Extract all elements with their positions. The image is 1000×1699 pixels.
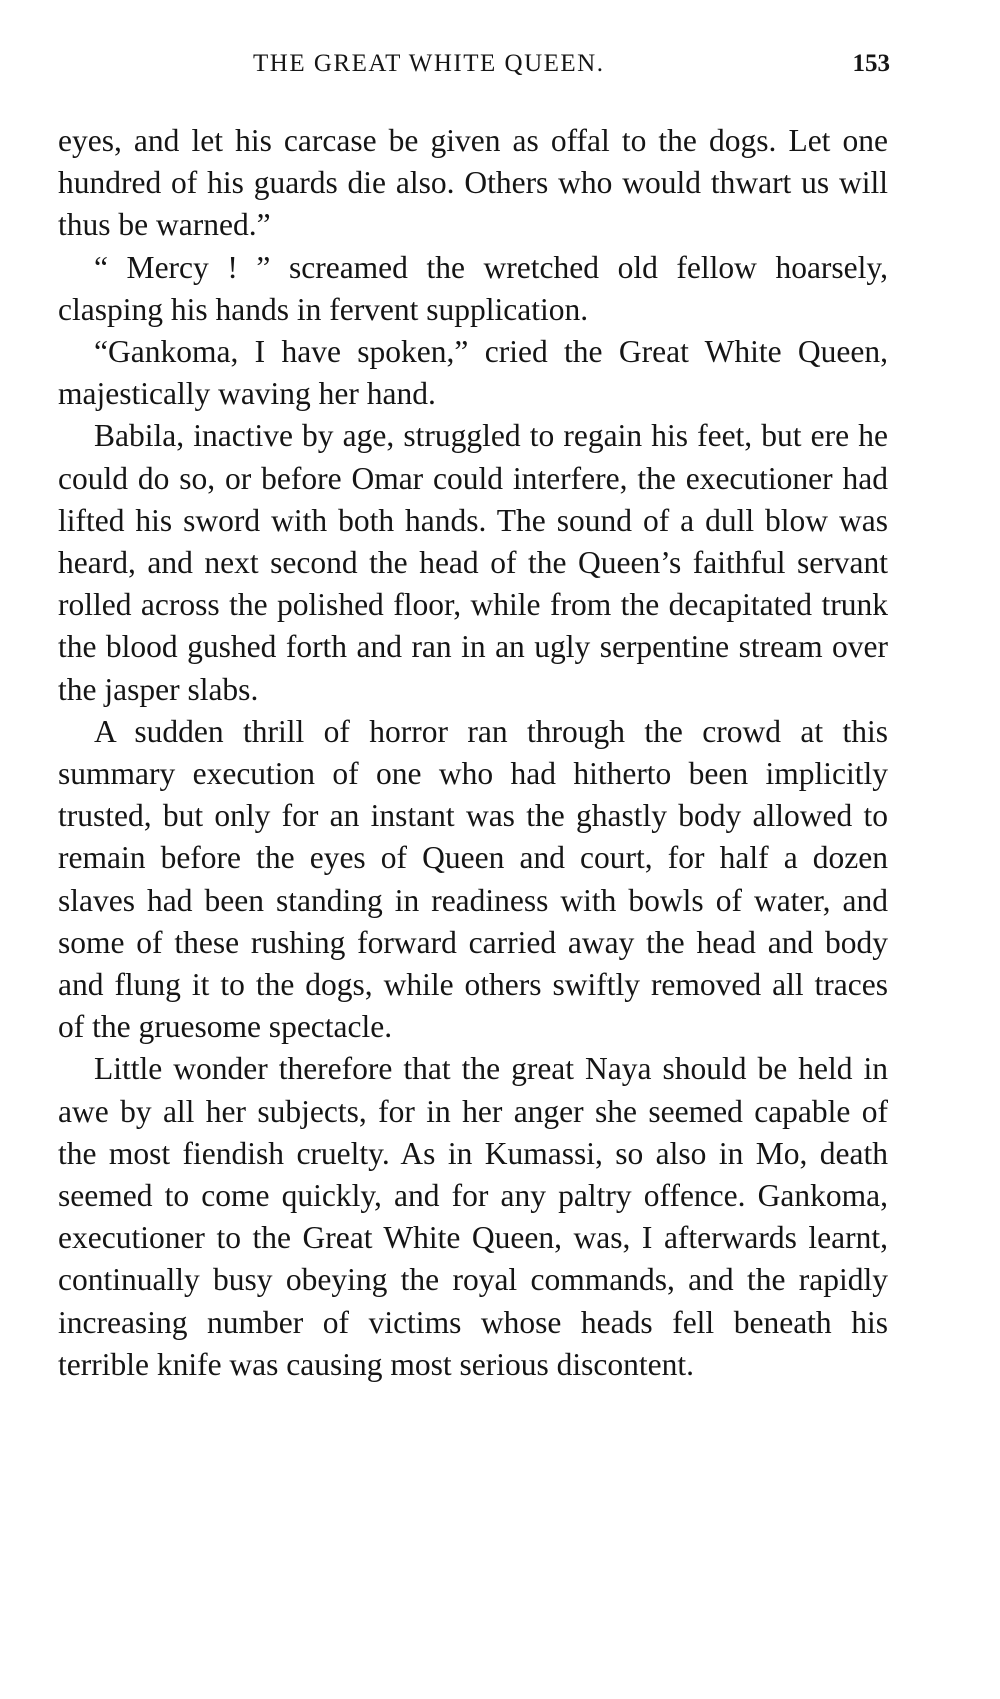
running-header: [58, 40, 888, 92]
paragraph: “ Mercy ! ” screamed the wretched old fellow hoarsely, clasping his hands in fervent supplication.: [58, 249, 888, 327]
book-page: [58, 40, 888, 1386]
page-number: 153: [852, 50, 890, 77]
paragraph: A sudden thrill of horror ran through the crowd at this summary execution of one who had hitherto been implicitly trusted, but only for an instant was the ghastly body allowed to remain before the eyes of Queen and court, for half a dozen slaves had been standing in readiness with bowls of water, and some of these rushing forward carried away the head and body and flung it to the dogs, while others swiftly removed all traces of the gruesome spectacle.: [58, 713, 888, 1045]
paragraph: Little wonder therefore that the great Naya should be held in awe by all her subjects, for in her anger she seemed capable of the most fiendish cruelty. As in Kumassi, so also in Mo, death seemed to come quickly, and for any paltry offence. Gankoma, executioner to the Great White Queen, was, I afterwards learnt, continually busy obeying the royal commands, and the rapidly increasing number of victims whose heads fell beneath his terrible knife was causing most serious discontent.: [58, 1051, 888, 1382]
paragraph: “Gankoma, I have spoken,” cried the Great White Queen, majestically waving her hand.: [58, 334, 888, 412]
body-text: [58, 120, 888, 1386]
paragraph: Babila, inactive by age, struggled to regain his feet, but ere he could do so, or before Omar could interfere, the executioner had lifted his sword with both hands. The sound of a dull blow was heard, and next second the head of the Queen’s faithful servant rolled across the polished floor, while from the decapitated trunk the blood gushed forth and ran in an ugly serpentine stream over the jasper slabs.: [58, 418, 888, 707]
paragraph-continuation: eyes, and let his carcase be given as offal to the dogs. Let one hundred of his guards die also. Others who would thwart us will thus be warned.”: [58, 123, 888, 243]
running-title: THE GREAT WHITE QUEEN.: [253, 50, 605, 77]
